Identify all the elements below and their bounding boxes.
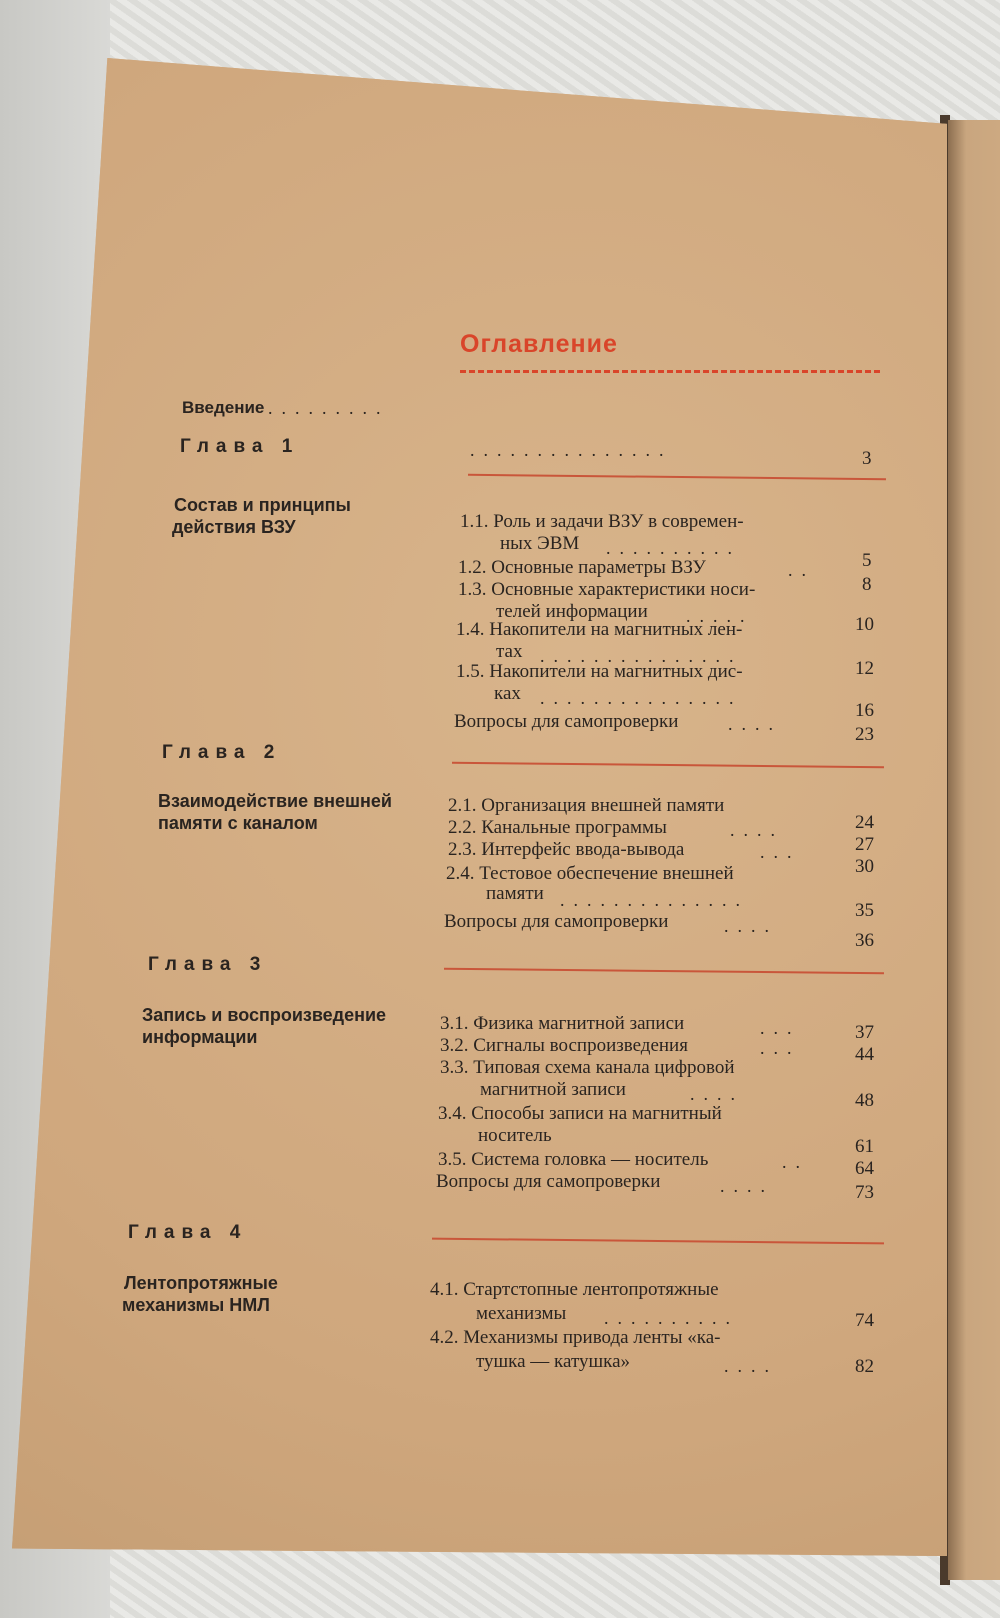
chapter-3-title-line2: информации — [142, 1027, 258, 1047]
intro-dots: ......... — [268, 398, 390, 418]
page-number: 27 — [855, 834, 874, 855]
page-number: 24 — [855, 812, 874, 833]
chapter-1-title-line1: Состав и принципы — [174, 495, 351, 515]
chapter-4-title-line2: механизмы НМЛ — [122, 1295, 270, 1315]
page-number: 35 — [855, 900, 874, 921]
leader-dots: .... — [724, 1356, 778, 1376]
chapter-4-label: Глава 4 — [128, 1222, 248, 1243]
leader-dots: .............. — [560, 890, 749, 910]
page-number: 37 — [855, 1022, 874, 1043]
intro-leader-dots: ............... — [470, 440, 673, 460]
leader-dots: ............... — [540, 646, 743, 666]
toc-entry-continued: носитель — [478, 1125, 552, 1146]
page-number: 74 — [855, 1310, 874, 1331]
leader-dots: .... — [728, 714, 782, 734]
toc-entry-continued: тушка — катушка» — [476, 1351, 631, 1372]
toc-entry: 2.4. Тестовое обеспечение внешней — [446, 863, 734, 884]
chapter-1-label: Глава 1 — [180, 436, 300, 457]
leader-dots: .... — [690, 1084, 744, 1104]
leader-dots: ... — [760, 1038, 801, 1058]
leader-dots: ... — [760, 842, 801, 862]
page-number: 12 — [855, 658, 874, 679]
toc-entry: 3.2. Сигналы воспроизведения — [440, 1035, 688, 1056]
page-number: 23 — [855, 724, 874, 745]
toc-entry-continued: ках — [494, 683, 521, 704]
page-number: 64 — [855, 1158, 874, 1179]
page-number: 61 — [855, 1136, 874, 1157]
page-number: 16 — [855, 700, 874, 721]
leader-dots: .......... — [606, 538, 741, 558]
page-number: 82 — [855, 1356, 874, 1377]
toc-entry-continued: магнитной записи — [480, 1079, 626, 1100]
chapter-2-title-line1: Взаимодействие внешней — [158, 791, 392, 811]
toc-entry: 3.1. Физика магнитной записи — [440, 1013, 685, 1034]
toc-entry: 1.1. Роль и задачи ВЗУ в современ- — [460, 511, 744, 532]
toc-entry: 1.2. Основные параметры ВЗУ — [458, 557, 706, 578]
chapter-2-title-line2: памяти с каналом — [158, 813, 318, 833]
intro-label: Введение — [182, 398, 265, 417]
chapter-3-label: Глава 3 — [148, 954, 268, 975]
leader-dots: .... — [720, 1176, 774, 1196]
chapter-4-title-line1: Лентопротяжные — [124, 1273, 278, 1293]
page-number: 36 — [855, 930, 874, 951]
toc-entry: 2.1. Организация внешней памяти — [448, 795, 725, 816]
toc-entry: 3.3. Типовая схема канала цифровой — [440, 1057, 735, 1078]
toc-entry: 1.3. Основные характеристики носи- — [458, 579, 756, 600]
toc-heading: Оглавление — [460, 330, 618, 358]
toc-entry-continued: памяти — [486, 883, 544, 904]
intro-page: 3 — [862, 448, 872, 469]
toc-entry: 1.5. Накопители на магнитных дис- — [456, 661, 743, 682]
toc-entry: 4.2. Механизмы привода ленты «ка- — [430, 1327, 721, 1348]
leader-dots: .... — [724, 916, 778, 936]
toc-entry: 2.3. Интерфейс ввода-вывода — [448, 839, 685, 860]
toc-entry: 2.2. Канальные программы — [448, 817, 667, 838]
heading-rule — [460, 370, 880, 373]
toc-entry-continued: ных ЭВМ — [500, 533, 580, 554]
leader-dots: .......... — [604, 1308, 739, 1328]
page-number: 30 — [855, 856, 874, 877]
questions-label: Вопросы для самопроверки — [444, 911, 669, 932]
page-number: 10 — [855, 614, 874, 635]
toc-entry-continued: механизмы — [476, 1303, 567, 1324]
questions-label: Вопросы для самопроверки — [436, 1171, 661, 1192]
leader-dots: .... — [730, 820, 784, 840]
toc-entry: 3.4. Способы записи на магнитный — [438, 1103, 722, 1124]
next-page-edge — [948, 120, 1000, 1580]
leader-dots: ..... — [686, 606, 754, 626]
chapter-3-title-line1: Запись и воспроизведение — [142, 1005, 387, 1025]
toc-entry-continued: тах — [496, 641, 523, 662]
chapter-2-label: Глава 2 — [162, 742, 282, 763]
chapter-1-title-line2: действия ВЗУ — [172, 517, 296, 537]
leader-dots: ............... — [540, 688, 743, 708]
toc-entry: 1.4. Накопители на магнитных лен- — [456, 619, 743, 640]
questions-label: Вопросы для самопроверки — [454, 711, 679, 732]
page-number: 5 — [862, 550, 872, 571]
leader-dots: .. — [788, 560, 815, 580]
page-number: 48 — [855, 1090, 874, 1111]
toc-entry: 3.5. Система головка — носитель — [438, 1149, 709, 1170]
leader-dots: .. — [782, 1152, 809, 1172]
page-number: 44 — [855, 1044, 874, 1065]
toc-entry-continued: телей информации — [496, 601, 648, 622]
toc-entry: 4.1. Стартстопные лентопротяжные — [430, 1279, 719, 1300]
page-number: 73 — [855, 1182, 874, 1203]
page-number: 8 — [862, 574, 872, 595]
leader-dots: ... — [760, 1018, 801, 1038]
